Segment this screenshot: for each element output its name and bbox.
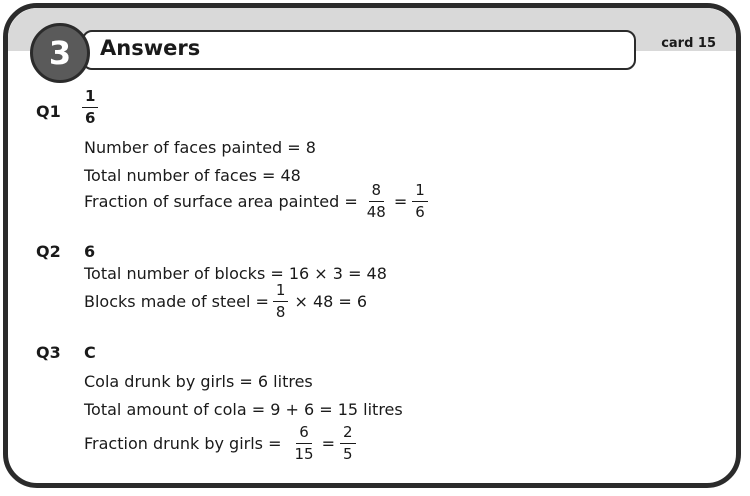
q2-line-2-tail: × 48 = 6 (294, 292, 368, 311)
q1-fraction-a-numerator: 8 (369, 182, 385, 202)
q3-line-2: Total amount of cola = 9 + 6 = 15 litres (84, 400, 403, 419)
q3-line-1: Cola drunk by girls = 6 litres (84, 372, 313, 391)
q2-fraction-denominator: 8 (275, 303, 286, 321)
q3-answer: C (84, 343, 96, 362)
q1-fraction-b (412, 182, 428, 221)
section-number-badge: 3 (30, 23, 90, 83)
q2-line-1: Total number of blocks = 16 × 3 = 48 (84, 264, 387, 283)
q1-answer (80, 88, 100, 127)
q3-line-3 (84, 424, 358, 463)
q1-fraction-a (364, 182, 389, 221)
q1-answer-denominator: 6 (85, 109, 96, 127)
question-label-q3: Q3 (36, 343, 61, 362)
q1-line-3-text: Fraction of surface area painted = (84, 192, 358, 211)
q2-line-2-text: Blocks made of steel = (84, 292, 269, 311)
q2-line-2 (84, 282, 367, 321)
q3-line-3-text: Fraction drunk by girls = (84, 434, 282, 453)
card-number-label: card 15 (661, 36, 716, 51)
q3-fraction-a (291, 424, 316, 463)
q1-fraction-b-numerator: 1 (412, 182, 428, 202)
q3-fraction-a-numerator: 6 (296, 424, 312, 444)
q1-line-1: Number of faces painted = 8 (84, 138, 316, 157)
page-title: Answers (100, 36, 201, 60)
question-label-q1: Q1 (36, 102, 61, 121)
q3-fraction-a-denominator: 15 (294, 445, 314, 463)
question-label-q2: Q2 (36, 242, 61, 261)
q1-answer-numerator: 1 (82, 88, 98, 108)
q1-line-2: Total number of faces = 48 (84, 166, 301, 185)
q1-fraction-b-denominator: 6 (415, 203, 425, 221)
q1-line-3 (84, 182, 430, 221)
q1-fraction-a-denominator: 48 (366, 203, 386, 221)
q2-fraction (273, 282, 289, 321)
q3-equals: = (321, 434, 335, 453)
q1-answer-fraction (82, 88, 98, 127)
q1-equals: = (393, 192, 408, 211)
q2-answer: 6 (84, 242, 96, 261)
q2-fraction-numerator: 1 (273, 282, 289, 302)
q3-fraction-b (340, 424, 356, 463)
q3-fraction-b-denominator: 5 (342, 445, 353, 463)
q3-fraction-b-numerator: 2 (340, 424, 356, 444)
